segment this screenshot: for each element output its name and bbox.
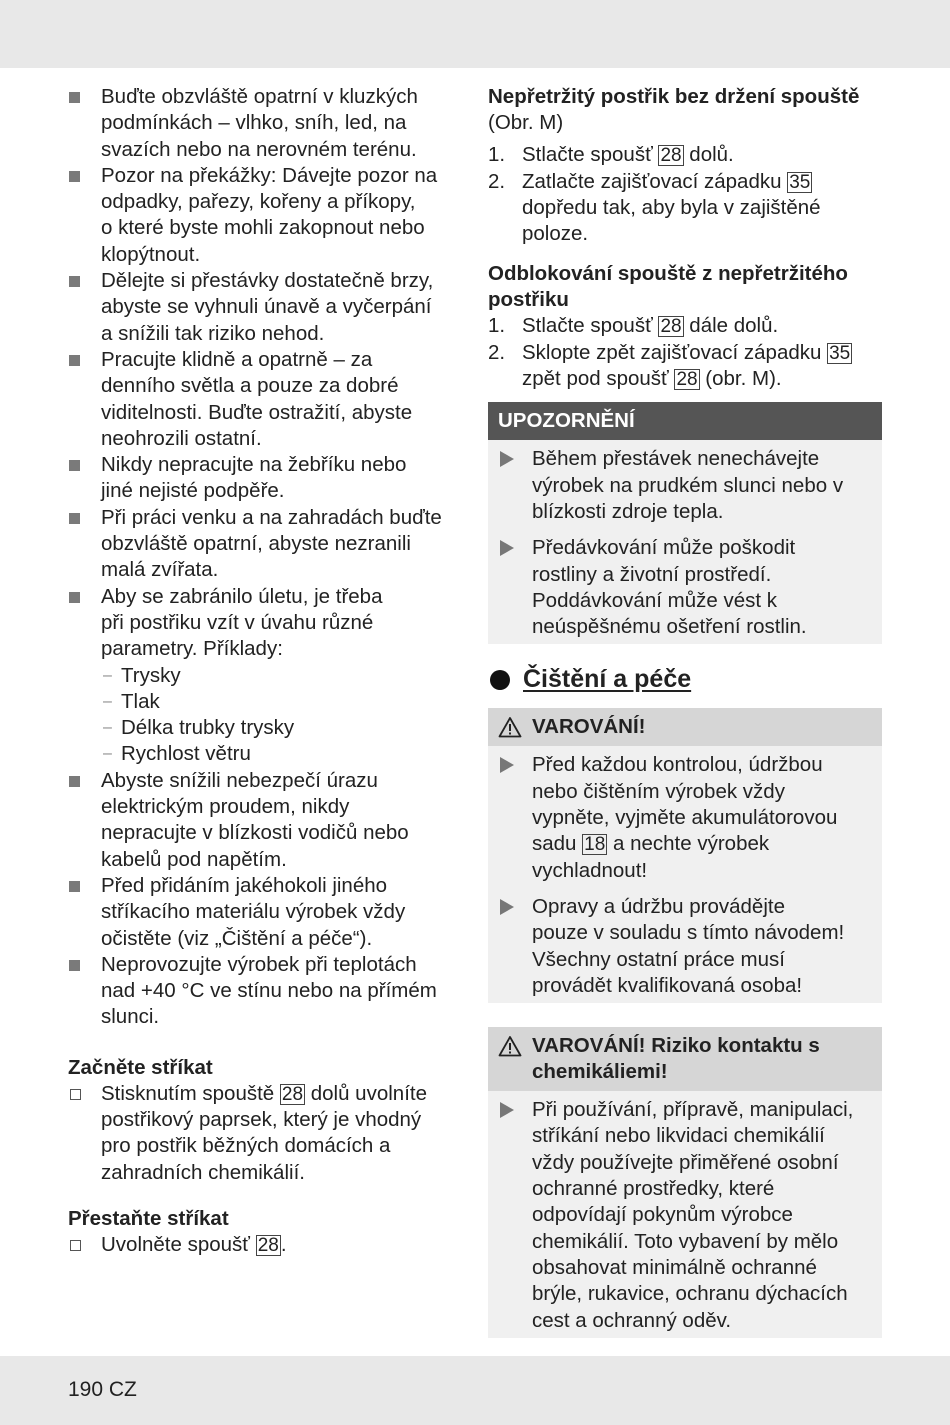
warning-item: Opravy a údržbu provádějte pouze v souladu s tímto návodem! Všechny ostatní práce musí provádět kvalifikovaná osoba! (488, 894, 882, 999)
part-ref: 28 (281, 1083, 304, 1105)
numbered-step: 2. Zatlačte zajišťovací západku 35 dopředu tak, aby byla v zajištěné poloze. (488, 169, 821, 246)
warning-triangle-icon (498, 716, 522, 738)
warning-item: Při používání, přípravě, manipulaci, stříkání nebo likvidaci chemikálií vždy používejte přiměřené osobní ochranné prostředky, které odpovídají pokynům výrobce chemikálií. Toto vybavení by mělo obsahovat minimálně ochranné brýle, rukavice, ochranu dýchacích cest a ochranný oděv. (488, 1097, 882, 1334)
square-bullet-icon (69, 460, 80, 471)
stop-spraying-heading: Přestaňte stříkat (68, 1206, 229, 1230)
arrow-bullet-icon (500, 1102, 514, 1118)
numbered-step: 1. Stlačte spoušť 28 dolů. (488, 143, 734, 167)
warning-box (488, 708, 882, 1003)
numbered-step: 2. Sklopte zpět zajišťovací západku 35 zpět pod spoušť 28 (obr. M). (488, 340, 851, 391)
bullet-item: Pracujte klidně a opatrně – za denního světla a pouze za dobré viditelnosti. Buďte ostražití, abyste neohrozili ostatní. (68, 347, 463, 452)
continuous-spray-heading: Nepřetržitý postřik bez držení spouště (488, 85, 860, 108)
dash-item: – Tlak (68, 689, 463, 715)
arrow-bullet-icon (500, 540, 514, 556)
footer-band (0, 1356, 950, 1425)
warning-item: Před každou kontrolou, údržbou nebo čištěním výrobek vždy vypněte, vyjměte akumulátorovou sadu 18 a nechte výrobek vychladnout! (488, 752, 882, 883)
part-ref: 28 (676, 369, 698, 391)
square-bullet-icon (69, 92, 80, 103)
part-ref: 35 (829, 342, 851, 364)
chemical-warning-box (488, 1027, 882, 1338)
stop-spraying-step: Uvolněte spoušť 28. (68, 1232, 463, 1258)
bullet-item: Před přidáním jakéhokoli jiného stříkacího materiálu výrobek vždy očistěte (viz „Čištění a péče“). (68, 873, 463, 952)
start-spraying-step: Stisknutím spouště 28 dolů uvolníte postřikový paprsek, který je vhodný pro postřik běžných domácích a zahradních chemikálií. (68, 1081, 463, 1186)
square-bullet-icon (69, 776, 80, 787)
dash-item: – Trysky (68, 663, 463, 689)
bullet-item: Pozor na překážky: Dávejte pozor na odpadky, pařezy, kořeny a příkopy, o které byste mohli zakopnout nebo klopýtnout. (68, 163, 463, 268)
dash-marker: – (103, 745, 112, 763)
numbered-step: 1. Stlačte spoušť 28 dále dolů. (488, 314, 779, 338)
notice-item: Předávkování může poškodit rostliny a životní prostředí. Poddávkování může vést k neúspěšnému ošetření rostlin. (488, 535, 882, 640)
square-bullet-icon (69, 881, 80, 892)
bullet-item: Dělejte si přestávky dostatečně brzy, abyste se vyhnuli únavě a vyčerpání a snížili tak riziko nehod. (68, 268, 463, 347)
checkbox-square-icon (70, 1089, 81, 1100)
square-bullet-icon (69, 355, 80, 366)
checkbox-square-icon (70, 1240, 81, 1251)
bullet-item: Aby se zabránilo úletu, je třeba při postřiku vzít v úvahu různé parametry. Příklady: (68, 584, 463, 663)
bullet-dot-icon (490, 670, 510, 690)
warning-header: VAROVÁNÍ! (488, 708, 882, 746)
dash-item: – Rychlost větru (68, 741, 463, 767)
part-ref: 18 (584, 834, 606, 856)
part-ref: 28 (660, 145, 682, 167)
part-ref: 35 (789, 171, 811, 193)
warning-triangle-icon (498, 1035, 522, 1057)
start-spraying-heading: Začněte stříkat (68, 1055, 213, 1079)
right-column (488, 84, 882, 1338)
arrow-bullet-icon (500, 451, 514, 467)
bullet-item: Abyste snížili nebezpečí úrazu elektrickým proudem, nikdy nepracujte v blízkosti vodičů nebo kabelů pod napětím. (68, 768, 463, 873)
part-ref: 28 (257, 1234, 279, 1256)
left-column (68, 84, 463, 1258)
arrow-bullet-icon (500, 899, 514, 915)
square-bullet-icon (69, 960, 80, 971)
dash-marker: – (103, 719, 112, 737)
bullet-item: Při práci venku a na zahradách buďte obzvláště opatrní, abyste nezranili malá zvířata. (68, 505, 463, 584)
square-bullet-icon (69, 592, 80, 603)
page-number: 190 CZ (68, 1378, 137, 1401)
continuous-spray-sub: (Obr. M) (488, 111, 564, 134)
square-bullet-icon (69, 276, 80, 287)
notice-header: UPOZORNĚNÍ (488, 402, 882, 440)
bullet-item: Neprovozujte výrobek při teplotách nad +40 °C ve stínu nebo na přímém slunci. (68, 952, 463, 1031)
header-band (0, 0, 950, 68)
dash-marker: – (103, 666, 112, 684)
notice-item: Během přestávek nenechávejte výrobek na prudkém slunci nebo v blízkosti zdroje tepla. (488, 446, 882, 525)
notice-box (488, 402, 882, 644)
dash-marker: – (103, 692, 112, 710)
unlock-heading: Odblokování spouště z nepřetržitého postřiku (488, 262, 848, 312)
part-ref: 28 (660, 316, 682, 338)
chemical-warning-header: VAROVÁNÍ! Riziko kontaktu s chemikáliemi! (488, 1027, 882, 1091)
square-bullet-icon (69, 171, 80, 182)
bullet-item: Buďte obzvláště opatrní v kluzkých podmínkách – vlhko, sníh, led, na svazích nebo na nerovném terénu. (68, 84, 463, 163)
square-bullet-icon (69, 513, 80, 524)
bullet-item: Nikdy nepracujte na žebříku nebo jiné nejisté podpěře. (68, 452, 463, 505)
dash-item: – Délka trubky trysky (68, 715, 463, 741)
arrow-bullet-icon (500, 757, 514, 773)
section-title: Čištění a péče (488, 664, 882, 694)
